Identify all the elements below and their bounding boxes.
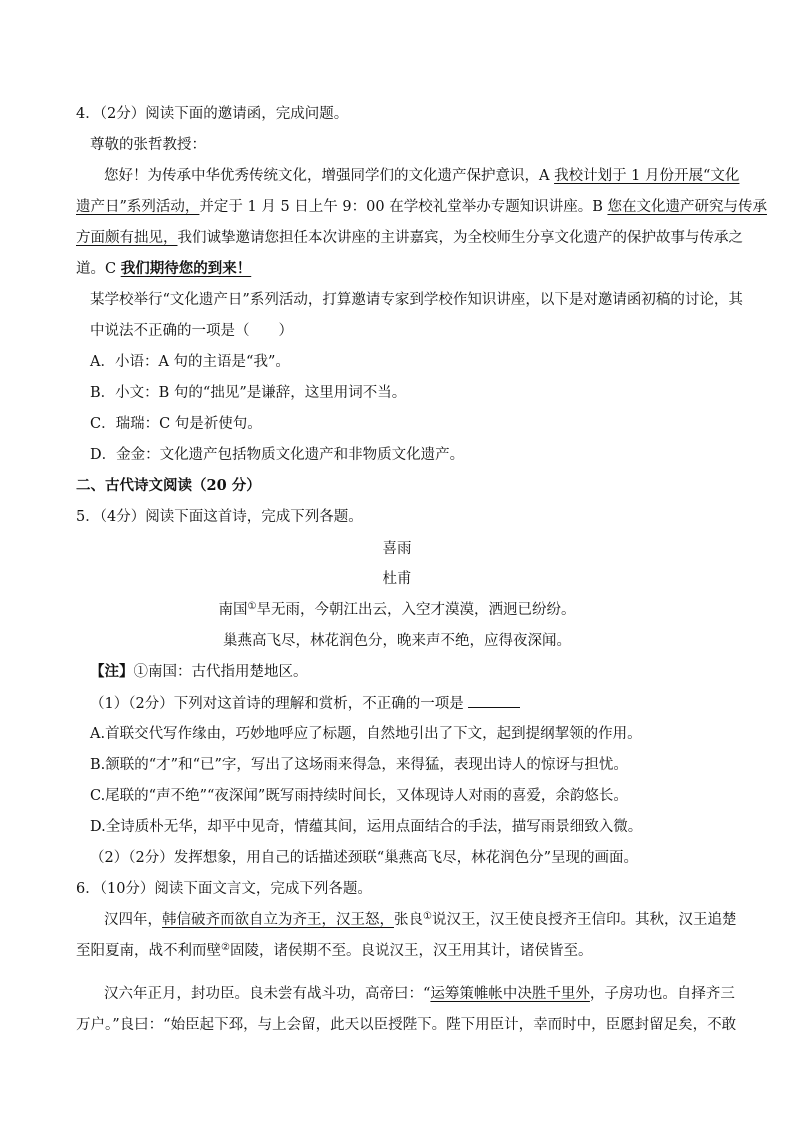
poem-line-1 [0, 600, 794, 620]
letter-line-1 [104, 166, 739, 186]
q5-choice-a: A.首联交代写作缘由，巧妙地呼应了标题，自然地引出了下文，起到提纲挈领的作用。 [90, 726, 642, 742]
q4-prompt-line-1: 某学校举行“文化遗产日”系列活动，打算邀请专家到学校作知识讲座，以下是对邀请函初稿的讨论，其 [90, 292, 743, 308]
sentence-b-underline: 您在文化遗产研究与传承 [607, 199, 767, 215]
letter-text: 您好！为传承中华优秀传统文化，增强同学们的文化遗产保护意识，A [104, 168, 555, 184]
passage-text: 汉六年正月，封功臣。良未尝有战斗功，高帝曰：“ [104, 986, 431, 1002]
answer-blank[interactable] [468, 693, 520, 708]
passage-text: 汉四年， [104, 912, 162, 928]
q5-sub1 [90, 693, 520, 714]
passage-line-3 [104, 984, 735, 1004]
q5-stem: 5．（4分）阅读下面这首诗，完成下列各题。 [76, 509, 363, 525]
letter-line-4 [76, 259, 251, 279]
q4-option-a: A．小语：A 句的主语是“我”。 [90, 354, 290, 370]
poem-text: 旱无雨，今朝江出云，入空才漠漠，洒迥已纷纷。 [256, 602, 576, 618]
q4-stem: 4．（2分）阅读下面的邀请函，完成问题。 [76, 106, 349, 122]
passage-text: 说汉王，汉王使良授齐王信印。其秋，汉王追楚 [431, 912, 737, 928]
poem-author: 杜甫 [382, 571, 412, 587]
passage-text: 固陵，诸侯期不至。良说汉王，汉王用其计，诸侯皆至。 [229, 943, 593, 959]
q5-choice-c: C.尾联的“声不绝”“夜深闻”既写雨持续时间长，又体现诗人对雨的喜爱，余韵悠长。 [90, 788, 628, 804]
q4-option-b: B．小文：B 句的“拙见”是谦辞，这里用词不当。 [90, 385, 407, 401]
poem-title: 喜雨 [382, 541, 412, 557]
q5-sub2: （2）（2分）发挥想象，用自己的话描述颈联“巢燕高飞尽，林花润色分”呈现的画面。 [90, 850, 639, 866]
letter-text: 道。C [76, 261, 121, 277]
passage-text: 至阳夏南，战不利而壁 [76, 943, 221, 959]
letter-line-3 [76, 228, 743, 248]
passage-text: 张良 [394, 912, 423, 928]
passage-underline: 运筹策帷帐中决胜千里外 [430, 986, 590, 1002]
q5-choice-b: B.颔联的“才”和“已”字，写出了这场雨来得急，来得猛，表现出诗人的惊讶与担忧。 [90, 757, 628, 773]
q6-stem: 6．（10分）阅读下面文言文，完成下列各题。 [76, 881, 372, 897]
poem-text: 南国 [218, 602, 248, 618]
q4-prompt-line-2: 中说法不正确的一项是（ ） [90, 323, 293, 339]
passage-line-1 [104, 910, 736, 930]
letter-salutation: 尊敬的张哲教授： [90, 137, 206, 153]
footnote-marker: ① [423, 911, 432, 922]
passage-line-2 [76, 941, 592, 961]
passage-text: ，子房功也。自择齐三 [589, 986, 735, 1002]
q5-choice-d: D.全诗质朴无华，却平中见奇，情蕴其间，运用点面结合的手法，描写雨景细致入微。 [90, 819, 643, 835]
q4-option-c: C．瑞瑞：C 句是祈使句。 [90, 416, 262, 432]
letter-line-2 [76, 197, 767, 217]
letter-text: 我们诚挚邀请您担任本次讲座的主讲嘉宾，为全校师生分享文化遗产的保护故事与传承之 [177, 230, 743, 246]
footnote-marker: ② [221, 942, 230, 953]
poem-line-2: 巢燕高飞尽，林花润色分，晚来声不绝，应得夜深闻。 [223, 633, 571, 649]
note-text: ①南国：古代指用楚地区。 [133, 664, 308, 680]
section-title: 二、古代诗文阅读（20 分） [76, 477, 261, 494]
footnote-marker: ① [247, 601, 257, 612]
passage-line-4: 万户。”良曰：“始臣起下邳，与上会留，此天以臣授陛下。陛下用臣计，幸而时中，臣愿封留足矣，不敢 [76, 1017, 737, 1033]
q4-option-d: D．金金：文化遗产包括物质文化遗产和非物质文化遗产。 [90, 447, 465, 463]
passage-underline: 韩信破齐而欲自立为齐王，汉王怒， [162, 912, 394, 928]
sentence-b-underline: 方面颇有拙见， [76, 230, 178, 246]
note-label: 【注】 [90, 663, 134, 680]
sentence-c-underline: 我们期待您的到来！ [120, 260, 252, 277]
sentence-a-underline: 我校计划于 1 月份开展“文化 [554, 168, 740, 184]
letter-text: 并定于 1 月 5 日上午 9：00 在学校礼堂举办专题知识讲座。B [199, 199, 608, 215]
sentence-a-underline: 遗产日”系列活动， [76, 199, 200, 215]
poem-note [90, 662, 308, 682]
sub-question-text: （1）（2分）下列对这首诗的理解和赏析，不正确的一项是 [90, 696, 464, 712]
